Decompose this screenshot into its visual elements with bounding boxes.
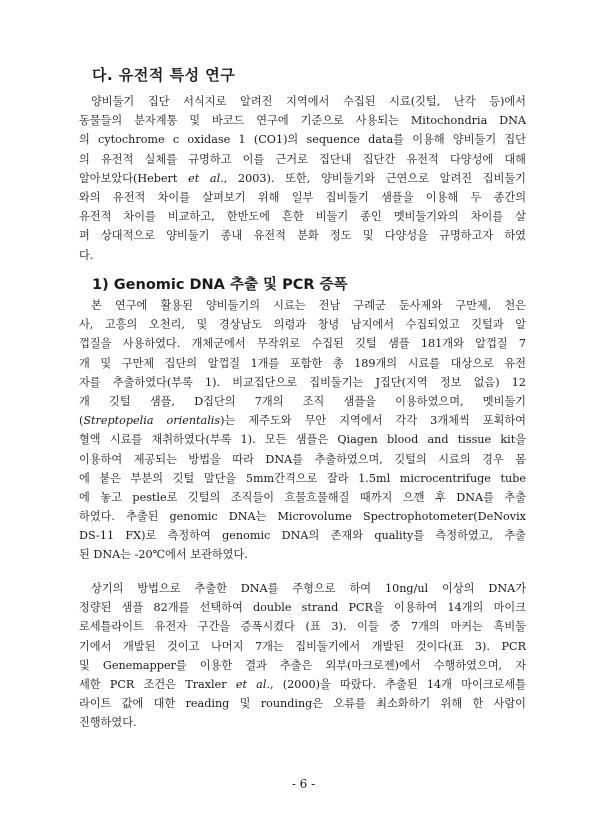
text-line (79, 169, 526, 188)
subsection-paragraph-2 (79, 579, 526, 733)
text-line: 유전적 차이를 비교하고, 한반도에 흔한 비둘기 종인 멧비둘기와의 차이를 살 (79, 210, 526, 224)
text-line: 개 및 구만제 집단의 알껍질 1개를 포함한 총 189개의 시료를 대상으로 유전 (79, 356, 526, 370)
text-line (79, 675, 526, 694)
text-line: 다. (79, 248, 94, 262)
text-line: 개 깃털 샘플, D집단의 7개의 조직 샘플을 이용하였으며, 멧비둘기 (79, 394, 526, 408)
citation-author: 세한 PCR 조건은 Traxler et al., (2000)을 따랐다. 추출된 14개 마이크로세틀 (79, 677, 526, 691)
text-line: 하였다. 추출된 genomic DNA는 Microvolume Spectrophotometer(DeNovix (79, 510, 526, 524)
text-line: 이용하여 제공되는 방법을 따라 DNA를 추출하였으며, 깃털의 시료의 경우 몸 (79, 452, 526, 466)
text-line: 에 놓고 pestle로 깃털의 조직들이 흐물흐물해질 때까지 으깬 후 DNA를 추출 (79, 490, 526, 504)
page-number: - 6 - (291, 777, 316, 791)
text-line: 라이트 값에 대한 reading 및 rounding은 오류를 최소화하기 위해 한 사람이 (79, 697, 526, 711)
text-line: 본 연구에 활용된 양비둘기의 시료는 전남 구례군 둔사제와 구만제, 천은 (91, 299, 526, 312)
text-line: 자를 추출하였다(부록 1). 비교집단으로 집비둘기는 J집단(지역 정보 없음) 12 (79, 375, 526, 389)
text-line: 로세틀라이트 유전자 구간을 증폭시켰다 (표 3). 이들 중 7개의 마커는 흑비둘 (79, 620, 526, 634)
text-line: 사, 고흥의 오천리, 및 경상남도 의령과 창녕 남지에서 수집되었고 깃털과 알 (79, 318, 526, 332)
subsection-heading: 1) Genomic DNA 추출 및 PCR 증폭 (92, 277, 348, 293)
text-line: 동물들의 분자계통 및 바코드 연구에 기준으로 사용되는 Mitochondria DNA (79, 114, 526, 128)
section-paragraph-1 (79, 92, 526, 265)
text-line: 껍질을 사용하였다. 개체군에서 무작위로 수집된 깃털 샘플 181개와 알껍질 7 (79, 337, 526, 351)
text-line: 에 붙은 부분의 깃털 말단을 5mm간격으로 잘라 1.5ml microcentrifuge tube (79, 471, 526, 485)
text-line: 된 DNA는 -20℃에서 보관하였다. (79, 548, 248, 562)
text-line: 진행하였다. (79, 716, 137, 730)
section-heading: 다. 유전적 특성 연구 (92, 66, 236, 84)
text-line: 혈액 시료를 채취하였다(부록 1). 모든 샘플은 Qiagen blood and tissue kit을 (79, 433, 526, 447)
text-line: 의 유전적 실체를 규명하고 이를 근거로 집단내 집단간 유전적 다양성에 대해 (79, 152, 526, 166)
text-line: 정량된 샘플 82개를 선택하여 double strand PCR을 이용하여 14개의 마이크 (79, 601, 526, 615)
citation-author: 알아보았다(Hebert et al., 2003). 또한, 양비둘기와 근연으로 알려진 집비둘기 (79, 171, 526, 185)
text-line: 의 cytochrome c oxidase 1 (CO1)의 sequence data를 이용해 양비둘기 집단 (79, 133, 526, 147)
text-line: 양비둘기 집단 서식지로 알려진 지역에서 수집된 시료(깃털, 난각 등)에서 (91, 95, 526, 108)
text-line: 상기의 방법으로 추출한 DNA를 주형으로 하여 10ng/ul 이상의 DNA가 (91, 582, 526, 595)
text-line: DS-11 FX)로 측정하여 genomic DNA의 존재와 quality를 측정하였고, 추출 (79, 529, 526, 543)
subsection-paragraph-1 (79, 296, 526, 565)
text-line: 및 Genemapper를 이용한 결과 추출은 외부(마크로젠)에서 수행하였으며, 자 (79, 658, 526, 672)
text-line (79, 411, 526, 430)
species-name: (Streptopelia orientalis)는 제주도와 무안 지역에서 각각 3개체씩 포획하여 (79, 414, 526, 428)
text-line: 기에서 개발된 것이고 나머지 7개는 집비둘기에서 개발된 것이다(표 3). PCR (79, 639, 526, 653)
text-line: 와의 유전적 차이를 살펴보기 위해 일부 집비둘기 샘플을 이용해 두 종간의 (79, 190, 526, 204)
text-line: 펴 상대적으로 양비둘기 종내 유전적 분화 정도 및 다양성을 규명하고자 하였 (79, 229, 526, 243)
